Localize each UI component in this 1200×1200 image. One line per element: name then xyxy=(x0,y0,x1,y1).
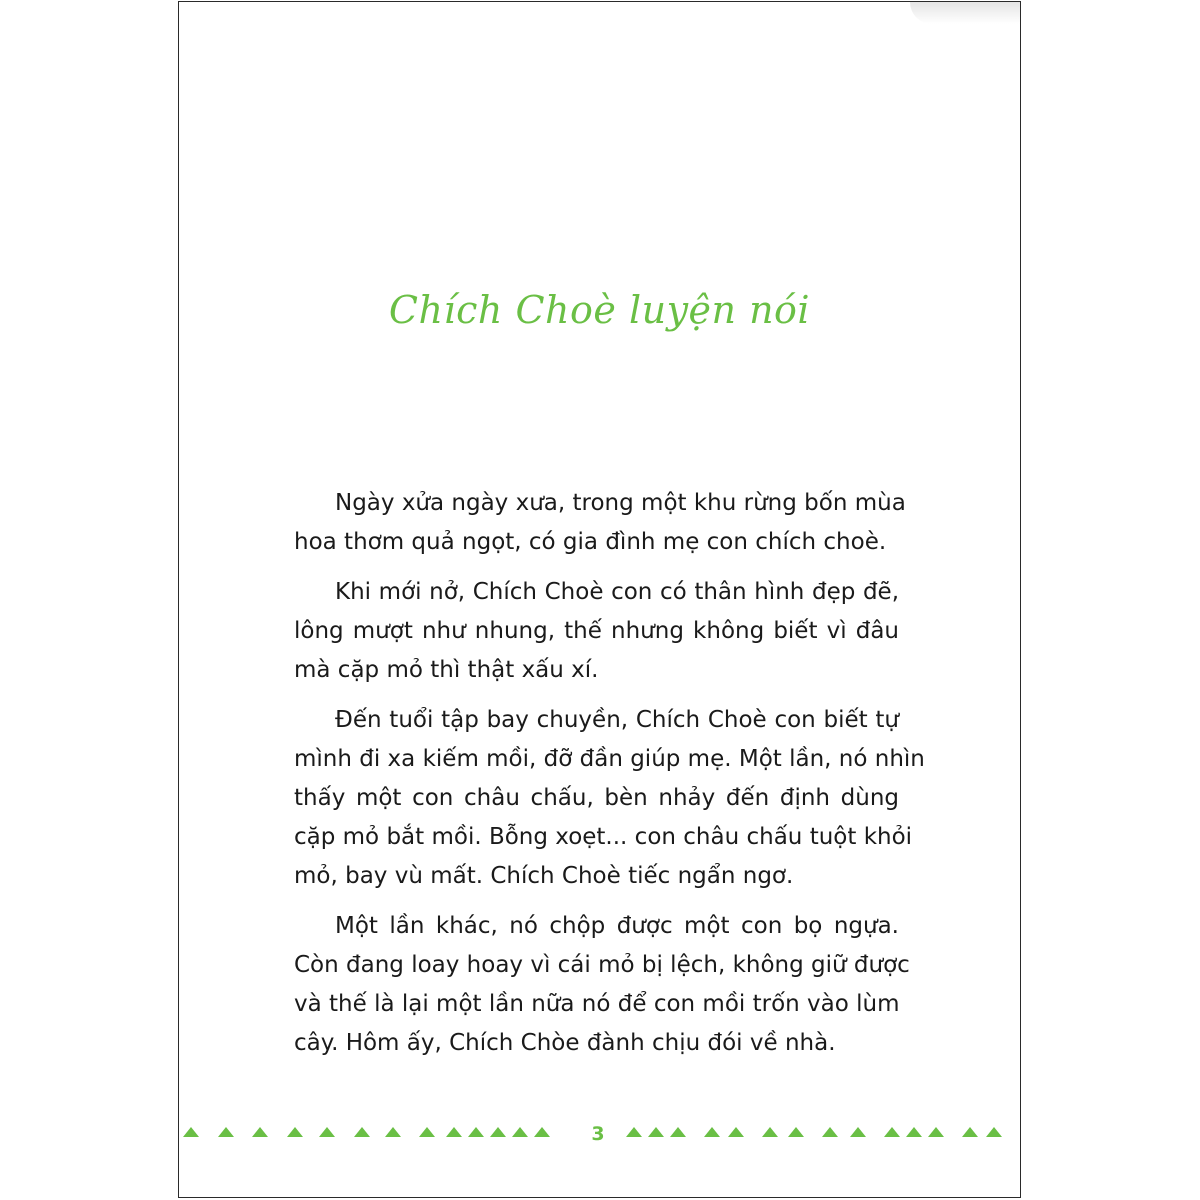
triangle-ornament xyxy=(287,1127,303,1137)
triangle-ornament xyxy=(490,1127,506,1137)
triangle-border-left xyxy=(179,1120,579,1150)
paragraph-1 xyxy=(294,484,906,562)
triangle-border-right xyxy=(626,1120,1021,1150)
triangle-ornament xyxy=(419,1127,435,1137)
triangle-ornament xyxy=(354,1127,370,1137)
triangle-ornament xyxy=(446,1127,462,1137)
text-line: thấy một con châu chấu, bèn nhảy đến định dùng xyxy=(294,785,899,811)
page-corner-shadow xyxy=(910,2,1020,24)
text-line: mà cặp mỏ thì thật xấu xí. xyxy=(294,657,599,683)
triangle-ornament xyxy=(534,1127,550,1137)
text-line: cây. Hôm ấy, Chích Chòe đành chịu đói về nhà. xyxy=(294,1030,836,1056)
text-line: mình đi xa kiếm mồi, đỡ đần giúp mẹ. Một lần, nó nhìn xyxy=(294,746,925,772)
triangle-ornament xyxy=(962,1127,978,1137)
page-number: 3 xyxy=(591,1123,605,1145)
story-body xyxy=(294,484,925,1074)
triangle-ornament xyxy=(928,1127,944,1137)
text-line: hoa thơm quả ngọt, có gia đình mẹ con chích choè. xyxy=(294,529,887,555)
triangle-ornament xyxy=(788,1127,804,1137)
triangle-ornament xyxy=(762,1127,778,1137)
page-footer xyxy=(179,1120,1020,1150)
paragraph-3 xyxy=(294,701,925,896)
text-line: cặp mỏ bắt mồi. Bỗng xoẹt... con châu chấu tuột khỏi xyxy=(294,824,913,850)
triangle-ornament xyxy=(385,1127,401,1137)
triangle-ornament xyxy=(183,1127,199,1137)
text-line: Một lần khác, nó chộp được một con bọ ngựa. xyxy=(335,913,899,939)
triangle-ornament xyxy=(670,1127,686,1137)
triangle-ornament xyxy=(626,1127,642,1137)
triangle-ornament xyxy=(319,1127,335,1137)
text-line: mỏ, bay vù mất. Chích Choè tiếc ngẩn ngơ. xyxy=(294,863,794,889)
triangle-ornament xyxy=(252,1127,268,1137)
triangle-ornament xyxy=(218,1127,234,1137)
text-line: Còn đang loay hoay vì cái mỏ bị lệch, không giữ được xyxy=(294,952,910,978)
triangle-ornament xyxy=(906,1127,922,1137)
triangle-ornament xyxy=(884,1127,900,1137)
triangle-ornament xyxy=(822,1127,838,1137)
text-line: Đến tuổi tập bay chuyền, Chích Choè con biết tự xyxy=(335,707,899,733)
text-line: Khi mới nở, Chích Choè con có thân hình đẹp đẽ, xyxy=(335,579,899,605)
triangle-ornament xyxy=(512,1127,528,1137)
paragraph-4 xyxy=(294,907,910,1063)
triangle-ornament xyxy=(468,1127,484,1137)
paragraph-2 xyxy=(294,573,899,690)
triangle-ornament xyxy=(728,1127,744,1137)
text-line: Ngày xửa ngày xưa, trong một khu rừng bốn mùa xyxy=(335,490,906,516)
triangle-ornament xyxy=(704,1127,720,1137)
triangle-ornament xyxy=(850,1127,866,1137)
triangle-ornament xyxy=(986,1127,1002,1137)
triangle-ornament xyxy=(648,1127,664,1137)
text-line: và thế là lại một lần nữa nó để con mồi trốn vào lùm xyxy=(294,991,900,1017)
story-title: Chích Choè luyện nói xyxy=(388,288,811,332)
book-page xyxy=(178,1,1021,1198)
text-line: lông mượt như nhung, thế nhưng không biết vì đâu xyxy=(294,618,899,644)
